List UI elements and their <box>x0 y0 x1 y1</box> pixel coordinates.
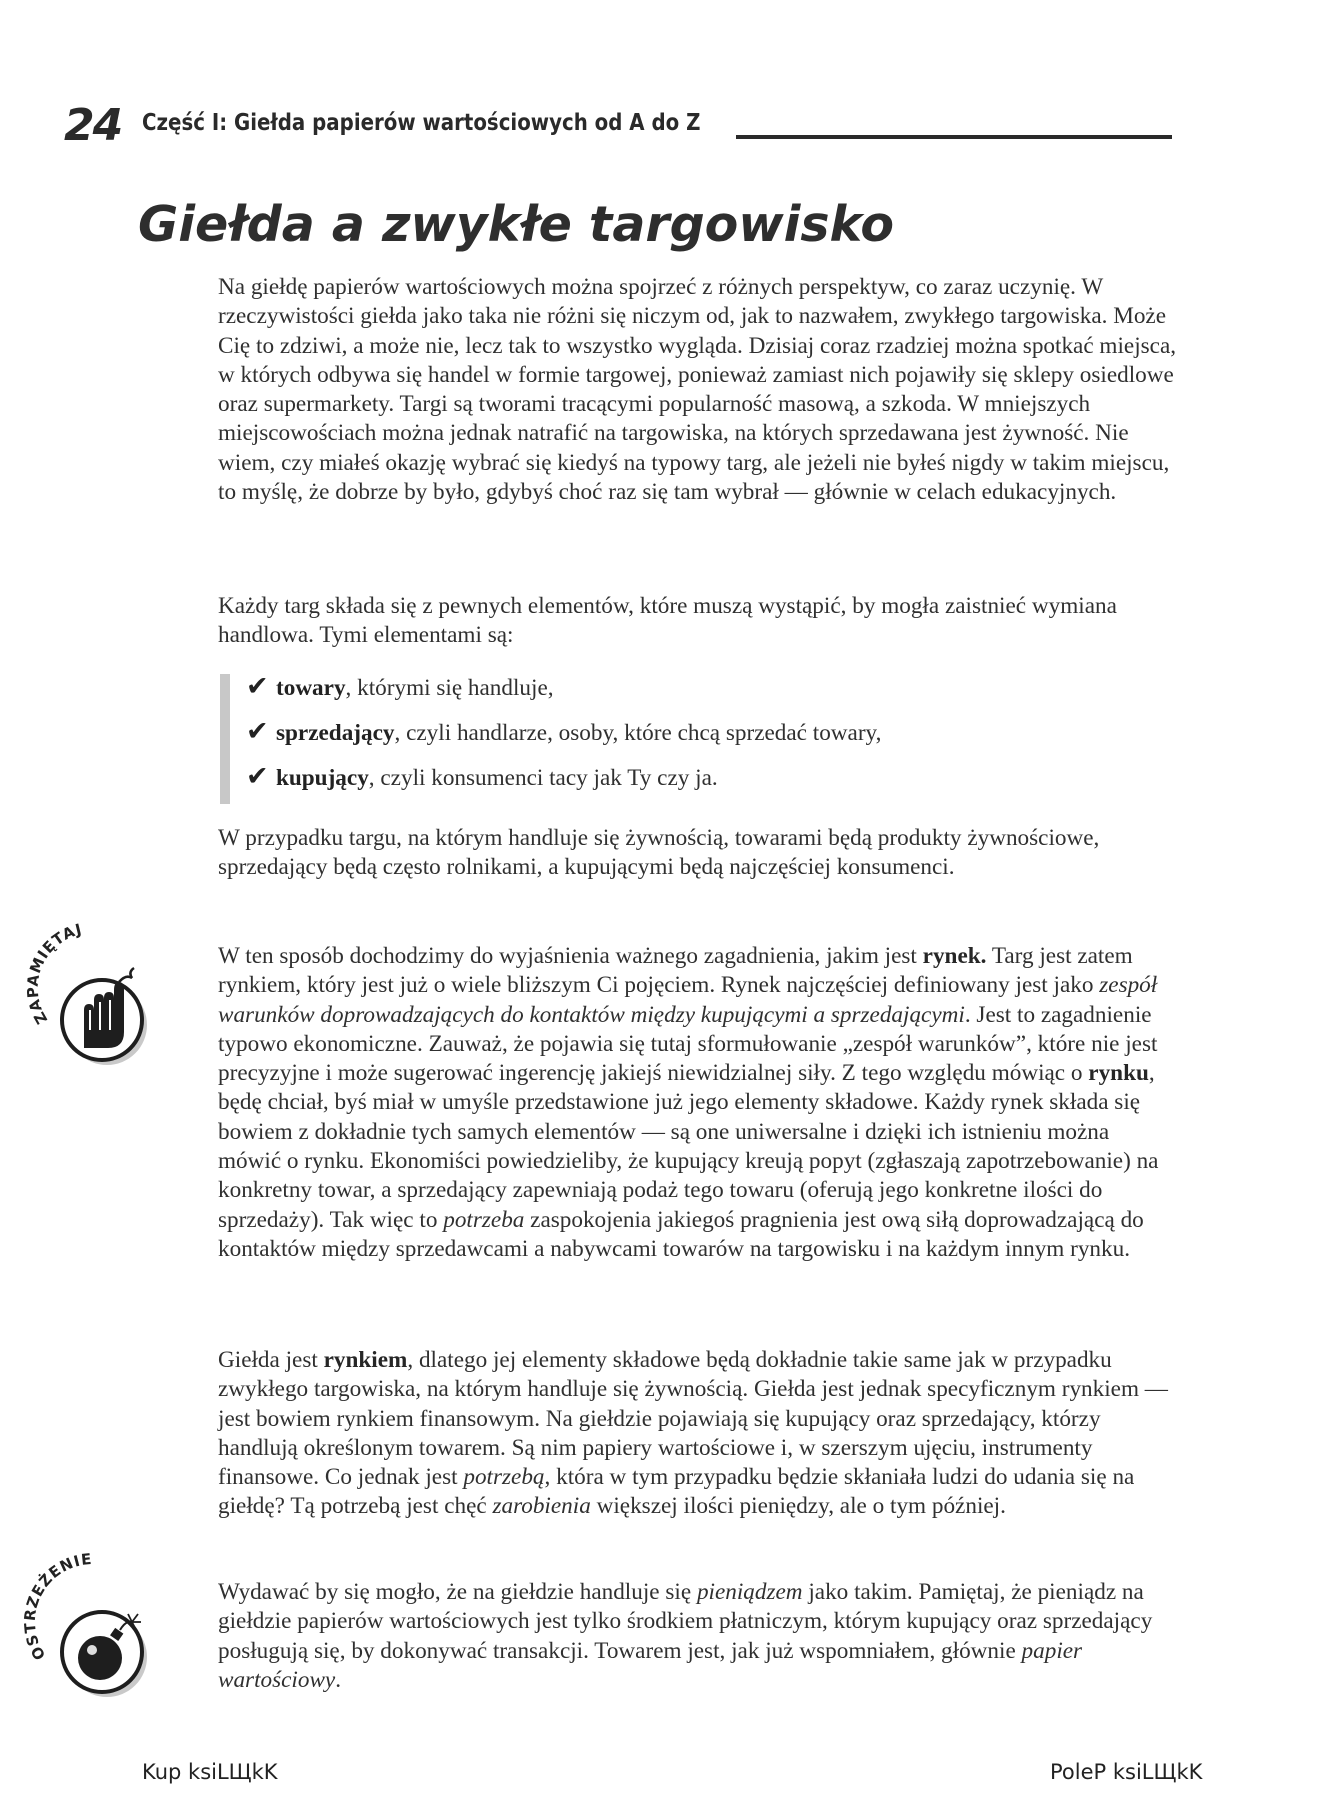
text-run: , która w tym przypadku będzie skłaniała ludzi do udania się na giełdę? Tą potrzebą jest chęć <box>218 1464 1135 1520</box>
paragraph-exchange-market <box>218 1346 1178 1522</box>
paragraph-money <box>218 1578 1178 1695</box>
text-run: , będę chciał, byś miał w umyśle przedstawione już jego elementy składowe. Każdy rynek składa się bowiem z dokładnie tych samych elementów — są one uniwersalne i dzięki ich istnieniu można mówić o rynku. Ekonomiści powiedzieliby, że kupujący kreują popyt (zgłaszają zapotrzebowanie) na konkretny towar, a sprzedający zapewniają podaż tego towaru (oferują jego konkretne ilości do sprzedaży). Tak więc to <box>218 1060 1159 1233</box>
text-run: zaspokojenia jakiegoś pragnienia jest ową siłą doprowadzającą do kontaktów między sprzedawcami a nabywcami towarów na targowisku i na każdym innym rynku. <box>218 1206 1144 1262</box>
text-run: . Jest to zagadnienie typowo ekonomiczne. Zauważ, że pojawia się tutaj sformułowanie „zespół warunków”, które nie jest precyzyjne i może sugerować ingerencję jakiejś niewidzialnej siły. Z tego względu mówiąc o <box>218 1001 1158 1087</box>
list-item-term: towary <box>276 675 346 701</box>
header-rule <box>736 135 1172 139</box>
footer-buy-link[interactable]: Kup ksiLЩkK <box>142 1760 278 1784</box>
paragraph-intro: Na giełdę papierów wartościowych można spojrzeć z różnych perspektyw, co zaraz uczynię. W rzeczywistości giełda jako taka nie różni się niczym od, jak to nazwałem, zwykłego targowiska. Może Cię to zdziwi, a może nie, lecz tak to wszystko wygląda. Dzisiaj coraz rzadziej można spotkać miejsca, w których odbywa się handel w formie targowej, ponieważ zamiast nich pojawiły się sklepy osiedlowe oraz supermarkety. Targi są tworami tracącymi popularność masową, a szkoda. W mniejszych miejscowościach można jednak natrafić na targowiska, na których sprzedawana jest żywność. Nie wiem, czy miałeś okazję wybrać się kiedyś na typowy targ, ale jeżeli nie byłeś nigdy w takim miejscu, to myślę, że dobrze by było, gdybyś choć raz się tam wybrał — głównie w celach edukacyjnych. <box>218 274 1177 506</box>
paragraph-food-market: W przypadku targu, na którym handluje się żywnością, towarami będą produkty żywnościowe, sprzedający będą często rolnikami, a kupującymi będą najczęściej konsumenci. <box>218 825 1100 881</box>
checkmark-icon: ✔ <box>246 716 269 747</box>
italic-term: zespół warunków doprowadzających do kontaktów między kupującymi a sprzedającymi <box>218 972 1158 1028</box>
italic-term: papier wartościowy <box>218 1637 1083 1693</box>
text-run: , dlatego jej elementy składowe będą dokładnie takie same jak w przypadku zwykłego targowiska, na którym handluje się żywnością. Giełda jest jednak specyficznym rynkiem — jest bowiem rynkiem finansowym. Na giełdzie pojawiają się kupujący oraz sprzedający, którzy handlują określonym towarem. Są nim papiery wartościowe i, w szerszym ujęciu, instrumenty finansowe. Co jednak jest <box>218 1347 1168 1491</box>
footer-recommend-link[interactable]: PoleP ksiLЩkK <box>1050 1760 1203 1784</box>
text-run: Wydawać by się mogło, że na giełdzie handluje się <box>218 1579 697 1605</box>
text-run: . <box>335 1666 342 1693</box>
bold-term: rynkiem <box>323 1347 408 1373</box>
page-number: 24 <box>64 100 122 151</box>
bomb-icon <box>20 1549 158 1694</box>
list-item-text: , którymi się handluje, <box>345 675 554 701</box>
list-item-term: kupujący <box>276 765 369 791</box>
paragraph-elements: Każdy targ składa się z pewnych elementów, które muszą wystąpić, by mogła zaistnieć wymiana handlowa. Tymi elementami są: <box>218 593 1117 649</box>
text-run: Targ jest zatem rynkiem, który jest już o wiele bliższym Ci pojęciem. Rynek najczęściej definiowany jest jako <box>218 943 1133 999</box>
part-title: Część I: Giełda papierów wartościowych od A do Z <box>142 110 701 136</box>
checkmark-icon: ✔ <box>246 761 269 792</box>
remember-icon-label: ZAPAMIĘTAJ <box>23 919 85 1028</box>
list-item <box>246 672 554 712</box>
list-item <box>246 717 881 757</box>
text-run: większej ilości pieniędzy, ale o tym później. <box>590 1493 1006 1520</box>
paragraph-market-definition <box>218 942 1178 1264</box>
list-item-text: , czyli handlarze, osoby, które chcą sprzedać towary, <box>394 720 882 746</box>
warning-icon-label: OSTRZEŻENIE <box>20 1549 94 1664</box>
hand-string-icon <box>23 919 158 1060</box>
text-run: jako takim. Pamiętaj, że pieniądz na giełdzie papierów wartościowych jest tylko środkiem płatniczym, którym kupujący oraz sprzedający posługują się, by dokonywać transakcji. Towarem jest, jak już wspomniałem, głównie <box>218 1579 1153 1664</box>
list-item-term: sprzedający <box>276 720 395 746</box>
bold-term: rynek. <box>922 943 987 969</box>
italic-term: potrzebą <box>463 1464 545 1491</box>
checklist <box>220 672 1120 804</box>
italic-term: zarobienia <box>492 1493 591 1520</box>
italic-term: pieniądzem <box>696 1579 803 1605</box>
checklist-bar <box>220 674 230 804</box>
list-item-text: , czyli konsumenci tacy jak Ty czy ja. <box>368 765 718 791</box>
text-run: Giełda jest <box>218 1347 324 1373</box>
list-item <box>246 762 718 802</box>
checkmark-icon: ✔ <box>246 671 269 702</box>
italic-term: potrzeba <box>443 1206 525 1233</box>
remember-icon-badge <box>23 919 158 1060</box>
warning-icon-badge <box>20 1549 158 1694</box>
bold-term: rynku <box>1088 1060 1149 1087</box>
running-header <box>64 100 1164 150</box>
section-title: Giełda a zwykłe targowisko <box>138 196 895 253</box>
text-run: W ten sposób dochodzimy do wyjaśnienia ważnego zagadnienia, jakim jest <box>218 943 923 969</box>
